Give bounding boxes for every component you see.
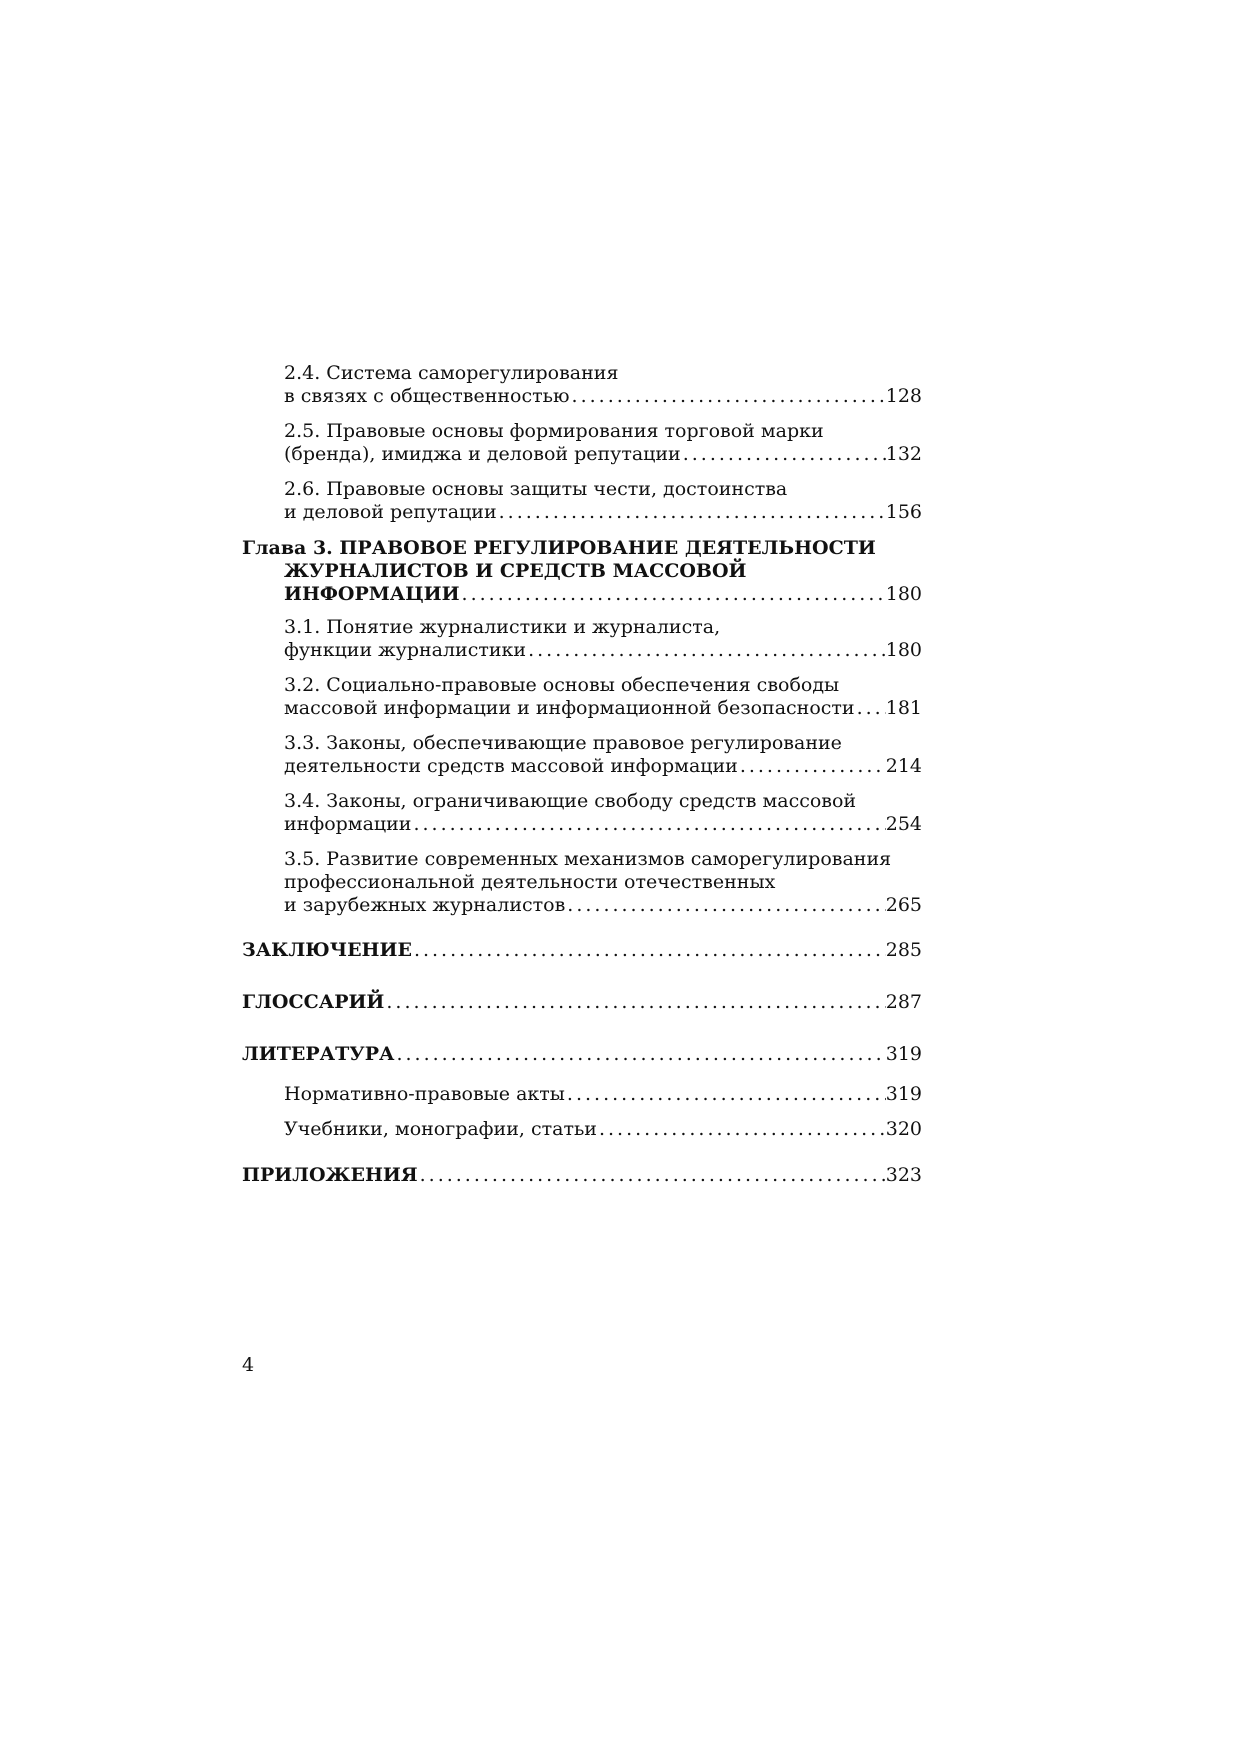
toc-literature (242, 1043, 922, 1066)
page-ref: 156 (885, 501, 922, 523)
page-ref: 132 (885, 443, 922, 465)
toc-entry-2-5 (242, 420, 922, 466)
dot-leader (565, 1083, 886, 1106)
dot-leader (526, 639, 886, 662)
page-ref: 180 (885, 639, 922, 661)
dot-leader (412, 939, 886, 962)
page-ref: 181 (885, 697, 922, 719)
dot-leader (394, 1043, 885, 1066)
section-title: ГЛОССАРИЙ (242, 991, 385, 1013)
section-title: ЗАКЛЮЧЕНИЕ (242, 939, 412, 961)
dot-leader (497, 501, 886, 524)
dot-leader (418, 1164, 886, 1187)
entry-title-line: информации (284, 813, 412, 835)
toc-chapter-3 (242, 537, 922, 606)
chapter-title-line: Глава 3. ПРАВОВОЕ РЕГУЛИРОВАНИЕ ДЕЯТЕЛЬНОСТИ (242, 537, 876, 559)
page-ref: 323 (885, 1164, 922, 1186)
entry-title-line: 3.3. Законы, обеспечивающие правовое регулирование (284, 732, 842, 754)
entry-title-line: 3.1. Понятие журналистики и журналиста, (284, 616, 721, 638)
section-title: ЛИТЕРАТУРА (242, 1043, 395, 1065)
toc-entry-3-1 (242, 616, 922, 662)
entry-title-line: в связях с общественностью (284, 385, 570, 407)
toc-conclusion (242, 939, 922, 962)
page-ref: 128 (885, 385, 922, 407)
toc-entry-3-4 (242, 790, 922, 836)
dot-leader (411, 813, 885, 836)
entry-title-line: массовой информации и информационной безопасности (284, 697, 855, 719)
dot-leader (738, 755, 886, 778)
toc-glossary (242, 991, 922, 1014)
page-ref: 180 (885, 583, 922, 605)
entry-title-line: Нормативно-правовые акты (284, 1083, 565, 1105)
toc-literature-books (242, 1118, 922, 1141)
toc-entry-2-6 (242, 478, 922, 524)
entry-title-line: и зарубежных журналистов (284, 894, 566, 916)
entry-title-line: 3.4. Законы, ограничивающие свободу средств массовой (284, 790, 857, 812)
page-ref: 319 (885, 1083, 922, 1105)
page-ref: 285 (885, 939, 922, 961)
page-ref: 287 (885, 991, 922, 1013)
dot-leader (384, 991, 885, 1014)
toc-entry-2-4 (242, 362, 922, 408)
table-of-contents (242, 362, 922, 1187)
toc-entry-3-5 (242, 848, 922, 917)
dot-leader (681, 443, 886, 466)
dot-leader (570, 385, 886, 408)
entry-title-line: 3.5. Развитие современных механизмов саморегулирования (284, 848, 892, 870)
entry-title-line: профессиональной деятельности отечественных (284, 871, 776, 893)
entry-title-line: 2.6. Правовые основы защиты чести, достоинства (284, 478, 788, 500)
page-ref: 320 (885, 1118, 922, 1140)
toc-entry-3-3 (242, 732, 922, 778)
entry-title-line: деятельности средств массовой информации (284, 755, 738, 777)
toc-entry-3-2 (242, 674, 922, 720)
entry-title-line: (бренда), имиджа и деловой репутации (284, 443, 681, 465)
entry-title-line: Учебники, монографии, статьи (284, 1118, 597, 1140)
toc-literature-acts (242, 1083, 922, 1106)
entry-title-line: функции журналистики (284, 639, 527, 661)
dot-leader (565, 894, 885, 917)
page-ref: 214 (885, 755, 922, 777)
page-ref: 254 (885, 813, 922, 835)
section-title: ПРИЛОЖЕНИЯ (242, 1164, 418, 1186)
dot-leader (460, 583, 886, 606)
entry-title-line: и деловой репутации (284, 501, 497, 523)
toc-appendices (242, 1164, 922, 1187)
entry-title-line: 2.4. Система саморегулирования (284, 362, 619, 384)
entry-title-line: 2.5. Правовые основы формирования торговой марки (284, 420, 824, 442)
chapter-title-line: ЖУРНАЛИСТОВ И СРЕДСТВ МАССОВОЙ (284, 560, 747, 582)
entry-title-line: 3.2. Социально-правовые основы обеспечения свободы (284, 674, 840, 696)
dot-leader (855, 697, 886, 720)
chapter-title-line: ИНФОРМАЦИИ (284, 583, 460, 605)
page-ref: 319 (885, 1043, 922, 1065)
page-number: 4 (242, 1354, 255, 1376)
dot-leader (597, 1118, 886, 1141)
page-ref: 265 (885, 894, 922, 916)
